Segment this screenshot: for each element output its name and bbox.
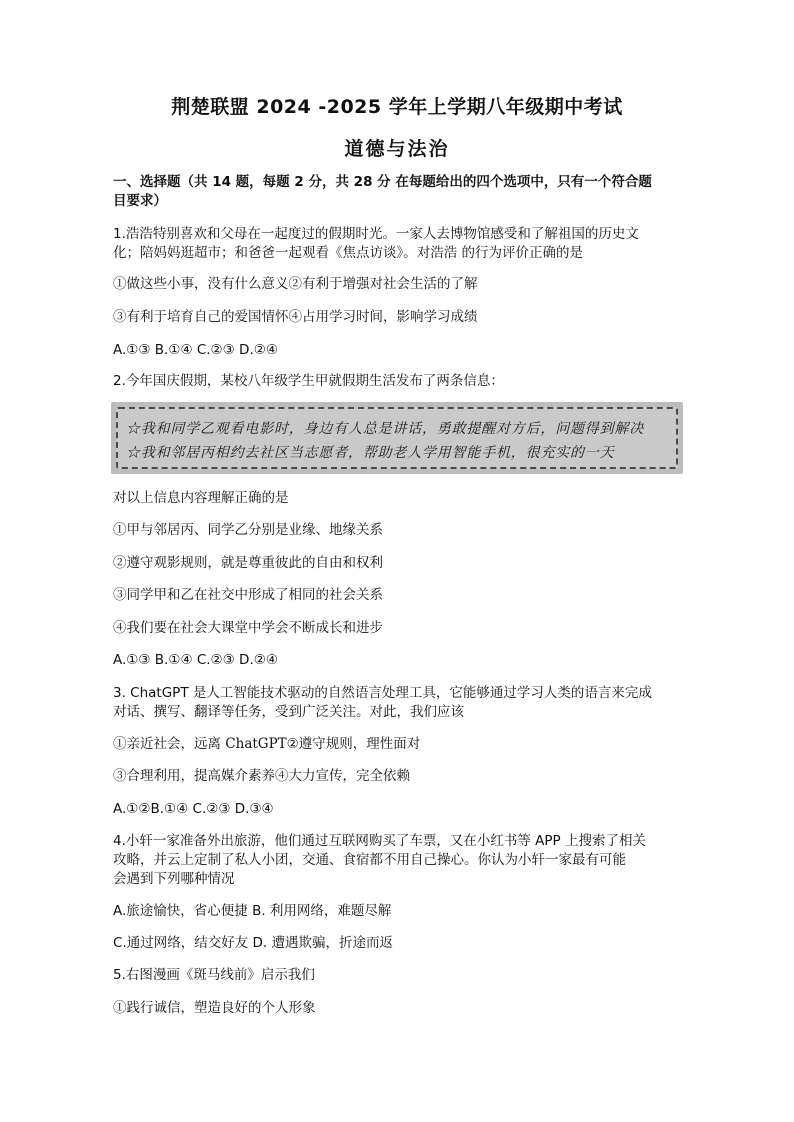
q4-option-line-1: A.旅途愉快，省心便捷 B. 利用网络，难题尽解 — [113, 903, 392, 919]
q2-answer-choices: A.①③ B.①④ C.②③ D.②④ — [113, 652, 278, 668]
q2-option-2: ②遵守观影规则，就是尊重彼此的自由和权利 — [113, 555, 383, 571]
q2-option-3: ③同学甲和乙在社交中形成了相同的社会关系 — [113, 587, 383, 603]
q2-notice-line-2: ☆我和邻居丙相约去社区当志愿者，帮助老人学用智能手机，很充实的一天 — [126, 445, 615, 461]
q4-option-line-2: C.通过网络，结交好友 D. 遭遇欺骗，折途而返 — [113, 935, 393, 951]
q4-stem-line-1: 4.小轩一家准备外出旅游，他们通过互联网购买了车票，又在小红书等 APP 上搜索了相关 — [113, 833, 646, 849]
q2-notice-line-1: ☆我和同学乙观看电影时，身边有人总是讲话，勇敢提醒对方后，问题得到解决 — [126, 421, 644, 437]
q1-option-line-2: ③有利于培育自己的爱国情怀④占用学习时间，影响学习成绩 — [113, 309, 478, 325]
section-heading-line-1: 一、选择题（共 14 题，每题 2 分，共 28 分 在每题给出的四个选项中，只有一个符合题 — [113, 174, 652, 190]
q4-stem-line-3: 会遇到下列哪种情况 — [113, 871, 235, 887]
q3-option-line-1: ①亲近社会，远离 ChatGPT②遵守规则，理性面对 — [113, 736, 421, 752]
q1-answer-choices: A.①③ B.①④ C.②③ D.②④ — [113, 342, 278, 358]
q1-stem-line-1: 1.浩浩特别喜欢和父母在一起度过的假期时光。一家人去博物馆感受和了解祖国的历史文 — [113, 226, 639, 242]
q1-option-line-1: ①做这些小事，没有什么意义②有利于增强对社会生活的了解 — [113, 276, 478, 292]
section-heading-line-2: 目要求） — [113, 193, 167, 209]
q5-option-1: ①践行诚信，塑造良好的个人形象 — [113, 1000, 316, 1016]
exam-title: 荆楚联盟 2024 -2025 学年上学期八年级期中考试 — [171, 96, 623, 118]
q2-notice-image — [111, 402, 683, 474]
q2-prompt: 对以上信息内容理解正确的是 — [113, 490, 289, 506]
q4-stem-line-2: 攻略，并云上定制了私人小团，交通、食宿都不用自己操心。你认为小轩一家最有可能 — [113, 852, 626, 868]
q5-stem: 5.右图漫画《斑马线前》启示我们 — [113, 967, 315, 983]
q2-option-4: ④我们要在社会大课堂中学会不断成长和进步 — [113, 620, 383, 636]
subject-title: 道德与法治 — [344, 138, 450, 160]
q1-stem-line-2: 化；陪妈妈逛超市；和爸爸一起观看《焦点访谈》。对浩浩 的行为评价正确的是 — [113, 245, 584, 261]
q3-option-line-2: ③合理利用，提高媒介素养④大力宣传，完全依赖 — [113, 768, 410, 784]
q3-answer-choices: A.①②B.①④ C.②③ D.③④ — [113, 801, 274, 817]
q2-stem: 2.今年国庆假期，某校八年级学生甲就假期生活发布了两条信息： — [113, 373, 504, 389]
q2-option-1: ①甲与邻居丙、同学乙分别是业缘、地缘关系 — [113, 522, 383, 538]
q2-notice-border — [116, 407, 678, 469]
q3-stem-line-1: 3. ChatGPT 是人工智能技术驱动的自然语言处理工具，它能够通过学习人类的语言来完成 — [113, 685, 652, 701]
q3-stem-line-2: 对话、撰写、翻译等任务，受到广泛关注。对此，我们应该 — [113, 704, 464, 720]
